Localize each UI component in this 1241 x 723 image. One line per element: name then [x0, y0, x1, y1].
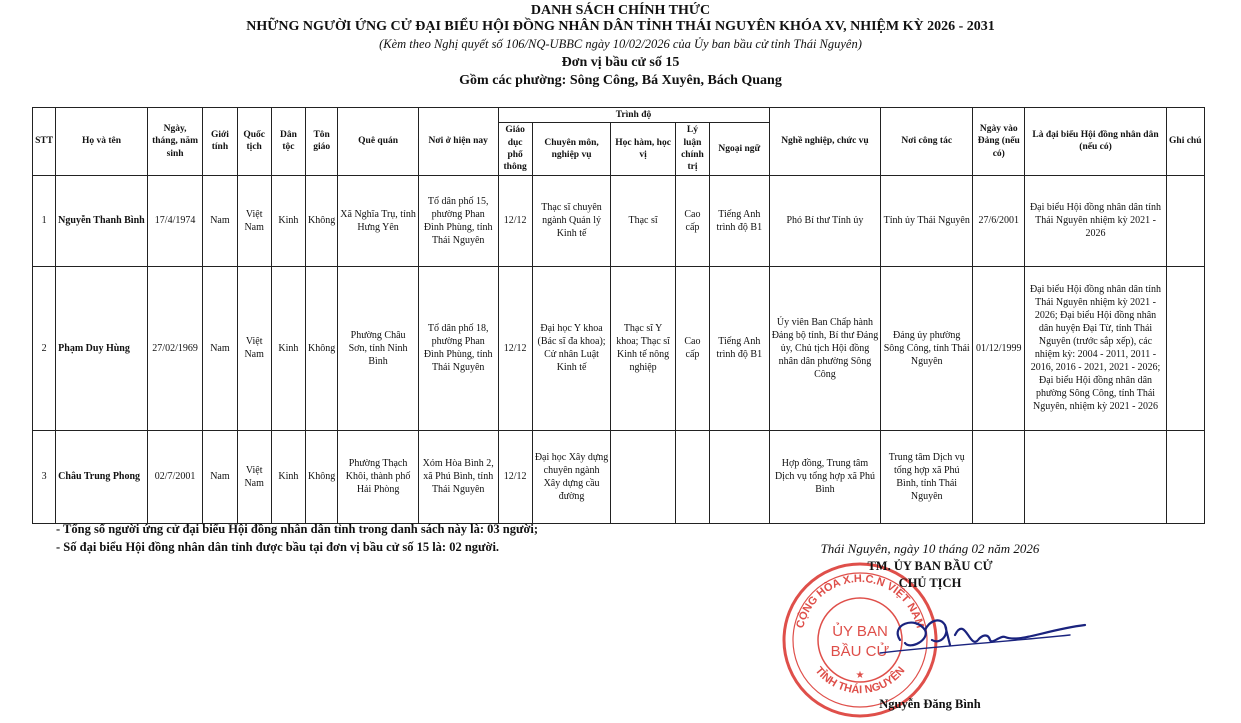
- document-title: DANH SÁCH CHÍNH THỨC: [530, 3, 711, 18]
- header-general-edu: Giáo dục phổ thông: [498, 123, 532, 175]
- cell-gender: Nam: [203, 175, 237, 266]
- cell-name: Nguyễn Thanh Bình: [56, 175, 148, 266]
- place-date: Thái Nguyên, ngày 10 tháng 02 năm 2026: [820, 541, 1040, 556]
- cell-council-member: Đại biểu Hội đồng nhân dân tỉnh Thái Nguyên nhiệm kỳ 2021 - 2026; Đại biểu Hội đồng nhân dân huyện Đại Từ, tỉnh Thái Nguyên (trước sắp xếp), các nhiệm kỳ: 2004 - 2011, 2011 - 2016, 2016 - 2021, 2021 - 2026; Đại biểu Hội đồng nhân dân phường Sông Công, tỉnh Thái Nguyên, nhiệm kỳ 2021 - 2026: [1025, 266, 1166, 430]
- cell-ethnicity: Kinh: [271, 430, 305, 523]
- cell-occupation: Phó Bí thư Tỉnh ủy: [769, 175, 881, 266]
- footnote-seats: - Số đại biểu Hội đồng nhân dân tỉnh được bầu tại đơn vị bầu cử số 15 là: 02 người.: [56, 540, 500, 554]
- cell-degree: Thạc sĩ Y khoa; Thạc sĩ Kinh tế nông nghiệp: [611, 266, 675, 430]
- header-notes: Ghi chú: [1166, 108, 1204, 176]
- cell-language: Tiếng Anh trình độ B1: [710, 266, 769, 430]
- cell-occupation: Ủy viên Ban Chấp hành Đảng bộ tỉnh, Bí thư Đảng ủy, Chủ tịch Hội đồng nhân dân phường Sông Công: [769, 266, 881, 430]
- cell-nationality: Việt Nam: [237, 266, 271, 430]
- cell-religion: Không: [306, 266, 338, 430]
- cell-workplace: Đảng ủy phường Sông Công, tỉnh Thái Nguyên: [881, 266, 973, 430]
- cell-notes: [1166, 266, 1204, 430]
- cell-notes: [1166, 175, 1204, 266]
- header-nationality: Quốc tịch: [237, 108, 271, 176]
- header-education-group: Trình độ: [498, 108, 769, 123]
- cell-residence: Tổ dân phố 18, phường Phan Đình Phùng, tỉnh Thái Nguyên: [418, 266, 498, 430]
- header-residence: Nơi ở hiện nay: [418, 108, 498, 176]
- cell-party-date: 01/12/1999: [973, 266, 1025, 430]
- signing-organization: TM. ỦY BAN BẦU CỬ: [867, 559, 993, 573]
- cell-nationality: Việt Nam: [237, 430, 271, 523]
- cell-stt: 1: [33, 175, 56, 266]
- svg-text:BẦU CỬ: BẦU CỬ: [830, 643, 890, 660]
- cell-specialty: Thạc sĩ chuyên ngành Quản lý Kinh tế: [532, 175, 611, 266]
- header-language: Ngoại ngữ: [710, 123, 769, 175]
- document-subtitle: NHỮNG NGƯỜI ỨNG CỬ ĐẠI BIỂU HỘI ĐỒNG NHÂN DÂN TỈNH THÁI NGUYÊN KHÓA XV, NHIỆM KỲ 2026 - 2031: [246, 19, 995, 34]
- cell-degree: [611, 430, 675, 523]
- cell-ethnicity: Kinh: [271, 266, 305, 430]
- header-stt: STT: [33, 108, 56, 176]
- cell-gender: Nam: [203, 430, 237, 523]
- header-workplace: Nơi công tác: [881, 108, 973, 176]
- electoral-wards: Gồm các phường: Sông Công, Bá Xuyên, Bách Quang: [459, 73, 782, 88]
- cell-party-date: 27/6/2001: [973, 175, 1025, 266]
- cell-residence: Tổ dân phố 15, phường Phan Đình Phùng, tỉnh Thái Nguyên: [418, 175, 498, 266]
- cell-name: Phạm Duy Hùng: [56, 266, 148, 430]
- cell-notes: [1166, 430, 1204, 523]
- header-gender: Giới tính: [203, 108, 237, 176]
- svg-text:TỈNH THÁI NGUYÊN: TỈNH THÁI NGUYÊN: [812, 664, 908, 697]
- table-row: [33, 266, 1205, 430]
- cell-hometown: Xã Nghĩa Trụ, tỉnh Hưng Yên: [338, 175, 419, 266]
- cell-gender: Nam: [203, 266, 237, 430]
- footnote-total-candidates: - Tổng số người ứng cử đại biểu Hội đồng nhân dân tỉnh trong danh sách này là: 03 người;: [56, 522, 539, 536]
- cell-party-date: [973, 430, 1025, 523]
- svg-text:★: ★: [855, 670, 865, 681]
- header-party-date: Ngày vào Đảng (nếu có): [973, 108, 1025, 176]
- cell-stt: 2: [33, 266, 56, 430]
- header-occupation: Nghề nghiệp, chức vụ: [769, 108, 881, 176]
- header-degree: Học hàm, học vị: [611, 123, 675, 175]
- table-row: [33, 430, 1205, 523]
- cell-occupation: Hợp đồng, Trung tâm Dịch vụ tổng hợp xã Phú Bình: [769, 430, 881, 523]
- candidate-table: [32, 107, 1205, 524]
- signer-name: Nguyễn Đăng Bình: [879, 697, 981, 711]
- header-council-member: Là đại biểu Hội đồng nhân dân (nếu có): [1025, 108, 1166, 176]
- header-hometown: Quê quán: [338, 108, 419, 176]
- cell-stt: 3: [33, 430, 56, 523]
- cell-workplace: Trung tâm Dịch vụ tổng hợp xã Phú Bình, tỉnh Thái Nguyên: [881, 430, 973, 523]
- cell-workplace: Tỉnh ủy Thái Nguyên: [881, 175, 973, 266]
- header-political: Lý luận chính trị: [675, 123, 709, 175]
- resolution-reference: (Kèm theo Nghị quyết số 106/NQ-UBBC ngày 10/02/2026 của Ủy ban bầu cử tỉnh Thái Nguyên): [379, 37, 862, 51]
- cell-council-member: [1025, 430, 1166, 523]
- cell-general-edu: 12/12: [498, 430, 532, 523]
- svg-text:CỘNG HÒA X.H.C.N VIỆT NAM: CỘNG HÒA X.H.C.N VIỆT NAM: [794, 572, 926, 630]
- cell-general-edu: 12/12: [498, 266, 532, 430]
- header-name: Họ và tên: [56, 108, 148, 176]
- cell-dob: 02/7/2001: [147, 430, 202, 523]
- cell-religion: Không: [306, 430, 338, 523]
- svg-text:ỦY BAN: ỦY BAN: [832, 623, 888, 640]
- cell-dob: 17/4/1974: [147, 175, 202, 266]
- cell-political: Cao cấp: [675, 266, 709, 430]
- cell-council-member: Đại biểu Hội đồng nhân dân tỉnh Thái Nguyên nhiệm kỳ 2021 - 2026: [1025, 175, 1166, 266]
- header-religion: Tôn giáo: [306, 108, 338, 176]
- header-ethnicity: Dân tộc: [271, 108, 305, 176]
- cell-general-edu: 12/12: [498, 175, 532, 266]
- table-row: [33, 175, 1205, 266]
- electoral-unit: Đơn vị bầu cử số 15: [561, 55, 680, 70]
- cell-nationality: Việt Nam: [237, 175, 271, 266]
- cell-residence: Xóm Hòa Bình 2, xã Phú Bình, tỉnh Thái Nguyên: [418, 430, 498, 523]
- cell-political: [675, 430, 709, 523]
- cell-degree: Thạc sĩ: [611, 175, 675, 266]
- handwritten-signature: [870, 595, 1095, 675]
- cell-name: Châu Trung Phong: [56, 430, 148, 523]
- cell-ethnicity: Kinh: [271, 175, 305, 266]
- cell-language: [710, 430, 769, 523]
- cell-hometown: Phường Châu Sơn, tỉnh Ninh Bình: [338, 266, 419, 430]
- header-dob: Ngày, tháng, năm sinh: [147, 108, 202, 176]
- cell-hometown: Phường Thạch Khôi, thành phố Hải Phòng: [338, 430, 419, 523]
- header-specialty: Chuyên môn, nghiệp vụ: [532, 123, 611, 175]
- cell-political: Cao cấp: [675, 175, 709, 266]
- cell-specialty: Đại học Xây dựng chuyên ngành Xây dựng cầu đường: [532, 430, 611, 523]
- cell-dob: 27/02/1969: [147, 266, 202, 430]
- cell-specialty: Đại học Y khoa (Bác sĩ đa khoa); Cử nhân Luật Kinh tế: [532, 266, 611, 430]
- signer-role: CHỦ TỊCH: [898, 576, 962, 590]
- cell-language: Tiếng Anh trình độ B1: [710, 175, 769, 266]
- cell-religion: Không: [306, 175, 338, 266]
